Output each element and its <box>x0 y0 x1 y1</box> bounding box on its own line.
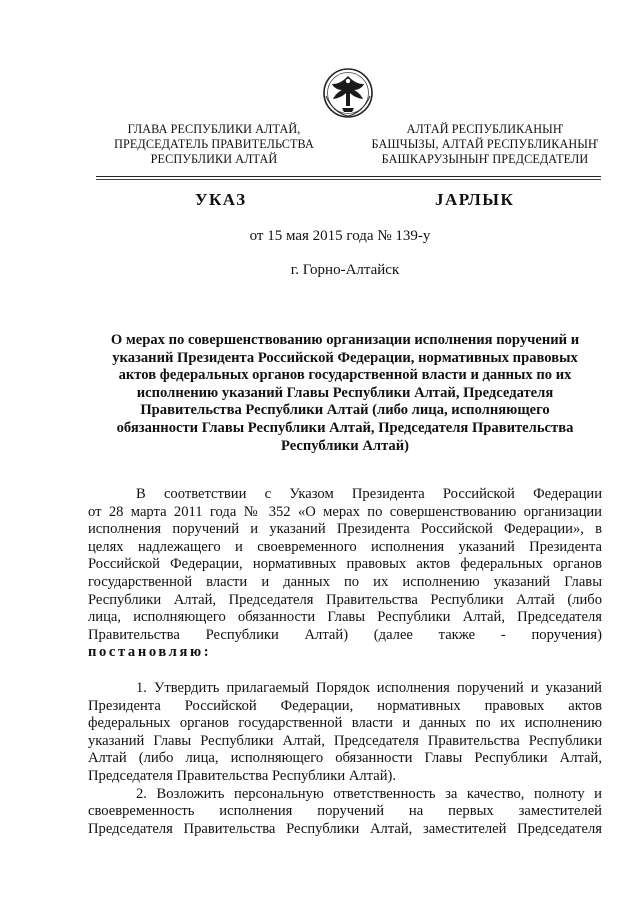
body-line: 2. Возложить персональную ответственность за качество, полноту и <box>136 785 602 802</box>
item-1-paragraph <box>88 680 602 786</box>
body-line: Российской Федерации, нормативных правовых актов федеральных органов <box>88 556 602 573</box>
body-line: Председателя Правительства Республики Алтай). <box>88 767 397 784</box>
heading-line: актов федеральных органов государственной власти и данных по их <box>118 367 572 384</box>
body-line: В соответствии с Указом Президента Российской Федерации <box>136 486 602 502</box>
header-right-title <box>360 122 610 166</box>
body-line: Президента Российской Федерации, нормативных правовых актов <box>88 697 602 714</box>
header-right-line: АЛТАЙ РЕСПУБЛИКАНЫҤ <box>406 122 564 136</box>
heading-line: Правительства Республики Алтай (либо лица, исполняющего <box>140 402 550 419</box>
decree-body <box>88 486 602 838</box>
title-ukaz: УКАЗ <box>195 190 247 209</box>
body-line: государственной власти и данных по их исполнению указаний Главы <box>88 573 602 590</box>
body-line: 1. Утвердить прилагаемый Порядок исполнения поручений и указаний <box>136 679 602 696</box>
body-line: Алтай (либо лица, исполняющего обязанности Главы Республики Алтай, <box>88 750 602 767</box>
header-right-line: БАШЧЫЗЫ, АЛТАЙ РЕСПУБЛИКАНЫҤ <box>371 136 599 151</box>
decree-date-number: от 15 мая 2015 года № 139-у <box>249 228 431 244</box>
heading-line: обязанности Главы Республики Алтай, Председателя Правительства <box>116 419 574 436</box>
decree-city: г. Горно-Алтайск <box>290 262 400 278</box>
decree-heading <box>88 332 602 455</box>
item-2-paragraph <box>88 786 602 839</box>
body-line: Республики Алтай, Председателя Правительства Республики Алтай (либо <box>88 591 602 608</box>
body-line: исполнения поручений и указаний Президента Российской Федерации», в <box>88 521 602 538</box>
decree-resolution-word: постановляю: <box>88 644 212 661</box>
body-line: своевременность исполнения поручений на первых заместителей <box>88 803 602 820</box>
header-divider <box>96 176 601 177</box>
body-line: лица, исполняющего обязанности Главы Республики Алтай, Председателя <box>88 609 602 626</box>
heading-line: Республики Алтай) <box>280 437 409 454</box>
preamble-paragraph <box>88 486 602 662</box>
body-line: Правительства Республики Алтай) (далее также - поручения) <box>88 626 602 643</box>
coat-of-arms-icon <box>318 62 378 122</box>
body-line: от 28 марта 2011 года № 352 «О мерах по совершенствованию организации <box>88 503 602 520</box>
header-divider-thin <box>96 179 601 180</box>
heading-line: О мерах по совершенствованию организации исполнения поручений и <box>110 332 580 348</box>
heading-line: исполнению указаний Главы Республики Алтай, Председателя <box>136 384 554 401</box>
body-line: целях надлежащего и своевременного исполнения указаний Президента <box>88 538 602 555</box>
header-right-line: БАШКАРУЗЫНЫҤ ПРЕДСЕДАТЕЛИ <box>381 151 589 166</box>
body-line: указаний Главы Республики Алтай, Председателя Правительства Республики <box>88 732 602 749</box>
header-left-line: РЕСПУБЛИКИ АЛТАЙ <box>150 151 278 166</box>
header-left-line: ПРЕДСЕДАТЕЛЬ ПРАВИТЕЛЬСТВА <box>114 136 314 151</box>
header-left-line: ГЛАВА РЕСПУБЛИКИ АЛТАЙ, <box>127 122 301 136</box>
heading-line: указаний Президента Российской Федерации, нормативных правовых <box>112 349 578 366</box>
body-line: Председателя Правительства Республики Алтай, заместителей Председателя <box>88 820 602 837</box>
header-left-title <box>104 122 324 166</box>
title-jarlyk: JАРЛЫК <box>435 190 515 209</box>
body-line: федеральных органов государственной власти и данных по их исполнению <box>88 715 602 732</box>
